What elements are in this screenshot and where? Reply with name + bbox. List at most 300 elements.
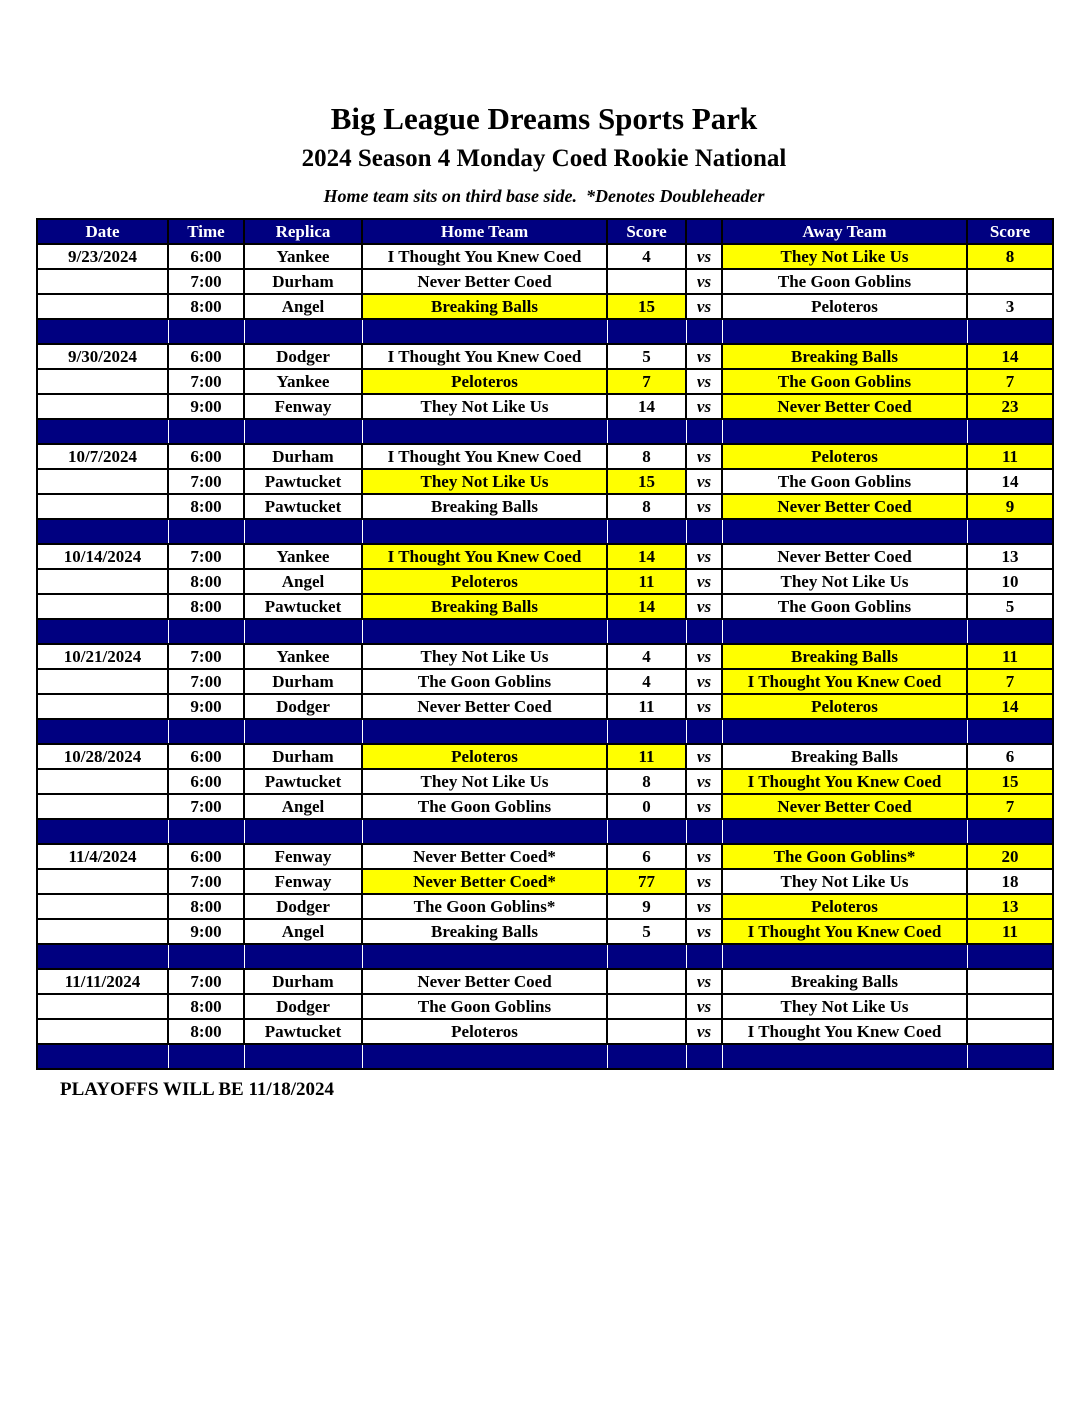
time-cell: 8:00 — [168, 494, 244, 519]
replica-cell: Durham — [244, 744, 362, 769]
time-cell: 9:00 — [168, 694, 244, 719]
home-team-cell: Breaking Balls — [362, 494, 607, 519]
date-cell — [37, 569, 168, 594]
away-score-cell: 20 — [967, 844, 1053, 869]
game-row — [37, 969, 1053, 994]
home-score-cell — [607, 969, 686, 994]
separator-cell — [686, 719, 722, 744]
home-score-cell: 11 — [607, 569, 686, 594]
separator-cell — [722, 519, 967, 544]
vs-cell: vs — [686, 744, 722, 769]
separator-cell — [244, 419, 362, 444]
separator-cell — [37, 619, 168, 644]
home-score-cell: 8 — [607, 494, 686, 519]
time-cell: 8:00 — [168, 1019, 244, 1044]
separator-cell — [37, 519, 168, 544]
date-cell — [37, 919, 168, 944]
separator-cell — [37, 319, 168, 344]
time-cell: 6:00 — [168, 844, 244, 869]
away-score-cell: 11 — [967, 444, 1053, 469]
away-team-cell: I Thought You Knew Coed — [722, 919, 967, 944]
away-team-cell: Peloteros — [722, 694, 967, 719]
game-row — [37, 344, 1053, 369]
vs-cell: vs — [686, 869, 722, 894]
home-score-cell: 14 — [607, 544, 686, 569]
separator-cell — [607, 819, 686, 844]
away-score-cell: 3 — [967, 294, 1053, 319]
home-team-cell: Breaking Balls — [362, 919, 607, 944]
home-score-cell: 15 — [607, 294, 686, 319]
time-cell: 7:00 — [168, 544, 244, 569]
away-score-cell: 6 — [967, 744, 1053, 769]
week-separator-row — [37, 944, 1053, 969]
home-team-cell: Never Better Coed — [362, 694, 607, 719]
date-cell: 9/30/2024 — [37, 344, 168, 369]
separator-cell — [362, 1044, 607, 1069]
vs-cell: vs — [686, 269, 722, 294]
away-score-cell — [967, 269, 1053, 294]
schedule-body — [37, 244, 1053, 1069]
vs-cell: vs — [686, 444, 722, 469]
separator-cell — [362, 819, 607, 844]
replica-cell: Yankee — [244, 244, 362, 269]
away-score-cell: 23 — [967, 394, 1053, 419]
time-cell: 7:00 — [168, 269, 244, 294]
home-score-cell: 14 — [607, 394, 686, 419]
replica-cell: Pawtucket — [244, 769, 362, 794]
separator-cell — [607, 519, 686, 544]
replica-cell: Fenway — [244, 394, 362, 419]
away-team-cell: Breaking Balls — [722, 744, 967, 769]
vs-cell: vs — [686, 894, 722, 919]
date-cell: 10/14/2024 — [37, 544, 168, 569]
separator-cell — [607, 944, 686, 969]
time-cell: 8:00 — [168, 894, 244, 919]
separator-cell — [607, 719, 686, 744]
away-team-cell: Never Better Coed — [722, 544, 967, 569]
game-row — [37, 444, 1053, 469]
game-row — [37, 794, 1053, 819]
home-team-cell: Never Better Coed — [362, 269, 607, 294]
away-score-cell: 18 — [967, 869, 1053, 894]
home-score-cell — [607, 269, 686, 294]
vs-cell: vs — [686, 294, 722, 319]
away-team-cell: They Not Like Us — [722, 569, 967, 594]
vs-cell: vs — [686, 344, 722, 369]
away-score-cell: 7 — [967, 669, 1053, 694]
separator-cell — [967, 1044, 1053, 1069]
separator-cell — [722, 819, 967, 844]
date-cell — [37, 994, 168, 1019]
separator-cell — [967, 819, 1053, 844]
game-row — [37, 669, 1053, 694]
home-team-cell: Peloteros — [362, 744, 607, 769]
game-row — [37, 744, 1053, 769]
separator-cell — [362, 519, 607, 544]
date-cell — [37, 769, 168, 794]
away-score-cell: 9 — [967, 494, 1053, 519]
home-score-column-header: Score — [607, 219, 686, 244]
game-row — [37, 994, 1053, 1019]
away-team-cell: Peloteros — [722, 294, 967, 319]
replica-cell: Dodger — [244, 894, 362, 919]
replica-cell: Dodger — [244, 344, 362, 369]
date-column-header: Date — [37, 219, 168, 244]
away-team-column-header: Away Team — [722, 219, 967, 244]
home-score-cell: 8 — [607, 444, 686, 469]
time-cell: 7:00 — [168, 469, 244, 494]
date-cell: 11/4/2024 — [37, 844, 168, 869]
game-row — [37, 919, 1053, 944]
game-row — [37, 369, 1053, 394]
replica-cell: Durham — [244, 269, 362, 294]
replica-cell: Pawtucket — [244, 594, 362, 619]
vs-cell: vs — [686, 644, 722, 669]
separator-cell — [722, 944, 967, 969]
home-score-cell: 6 — [607, 844, 686, 869]
date-cell — [37, 669, 168, 694]
vs-cell: vs — [686, 1019, 722, 1044]
replica-cell: Angel — [244, 794, 362, 819]
game-row — [37, 844, 1053, 869]
week-separator-row — [37, 319, 1053, 344]
separator-cell — [967, 419, 1053, 444]
vs-cell: vs — [686, 919, 722, 944]
date-cell — [37, 369, 168, 394]
replica-cell: Fenway — [244, 869, 362, 894]
home-score-cell: 5 — [607, 344, 686, 369]
away-team-cell: The Goon Goblins* — [722, 844, 967, 869]
separator-cell — [37, 1044, 168, 1069]
replica-cell: Dodger — [244, 994, 362, 1019]
vs-cell: vs — [686, 244, 722, 269]
away-score-cell — [967, 1019, 1053, 1044]
away-team-cell: I Thought You Knew Coed — [722, 669, 967, 694]
week-separator-row — [37, 719, 1053, 744]
time-cell: 7:00 — [168, 869, 244, 894]
date-cell: 10/7/2024 — [37, 444, 168, 469]
playoffs-note: PLAYOFFS WILL BE 11/18/2024 — [60, 1079, 334, 1100]
vs-cell: vs — [686, 794, 722, 819]
separator-cell — [607, 619, 686, 644]
away-score-cell: 11 — [967, 644, 1053, 669]
separator-cell — [686, 419, 722, 444]
game-row — [37, 594, 1053, 619]
replica-cell: Pawtucket — [244, 494, 362, 519]
separator-cell — [967, 944, 1053, 969]
separator-cell — [168, 619, 244, 644]
replica-cell: Yankee — [244, 369, 362, 394]
separator-cell — [244, 1044, 362, 1069]
game-row — [37, 869, 1053, 894]
replica-cell: Fenway — [244, 844, 362, 869]
season-subtitle: 2024 Season 4 Monday Coed Rookie National — [301, 145, 787, 172]
week-separator-row — [37, 419, 1053, 444]
separator-cell — [722, 619, 967, 644]
separator-cell — [722, 419, 967, 444]
away-team-cell: They Not Like Us — [722, 994, 967, 1019]
home-score-cell: 15 — [607, 469, 686, 494]
schedule-table — [36, 218, 1054, 1070]
separator-cell — [686, 619, 722, 644]
home-team-cell: I Thought You Knew Coed — [362, 344, 607, 369]
separator-cell — [967, 619, 1053, 644]
home-team-cell: The Goon Goblins — [362, 669, 607, 694]
replica-cell: Durham — [244, 969, 362, 994]
away-score-cell: 13 — [967, 894, 1053, 919]
replica-cell: Pawtucket — [244, 469, 362, 494]
away-score-cell: 13 — [967, 544, 1053, 569]
away-score-cell: 14 — [967, 344, 1053, 369]
vs-cell: vs — [686, 694, 722, 719]
time-cell: 8:00 — [168, 294, 244, 319]
separator-cell — [168, 319, 244, 344]
separator-cell — [607, 319, 686, 344]
separator-cell — [168, 719, 244, 744]
vs-cell: vs — [686, 494, 722, 519]
separator-cell — [37, 944, 168, 969]
separator-cell — [362, 419, 607, 444]
time-cell: 6:00 — [168, 769, 244, 794]
replica-cell: Yankee — [244, 544, 362, 569]
replica-cell: Pawtucket — [244, 1019, 362, 1044]
home-team-cell: They Not Like Us — [362, 469, 607, 494]
away-team-cell: Peloteros — [722, 894, 967, 919]
game-row — [37, 694, 1053, 719]
week-separator-row — [37, 819, 1053, 844]
date-cell — [37, 594, 168, 619]
separator-cell — [722, 319, 967, 344]
separator-cell — [686, 1044, 722, 1069]
replica-cell: Durham — [244, 669, 362, 694]
away-team-cell: Never Better Coed — [722, 494, 967, 519]
away-score-cell — [967, 969, 1053, 994]
replica-column-header: Replica — [244, 219, 362, 244]
week-separator-row — [37, 519, 1053, 544]
home-team-cell: They Not Like Us — [362, 394, 607, 419]
home-score-cell: 77 — [607, 869, 686, 894]
away-team-cell: I Thought You Knew Coed — [722, 1019, 967, 1044]
away-team-cell: Never Better Coed — [722, 794, 967, 819]
separator-cell — [37, 819, 168, 844]
home-score-cell: 8 — [607, 769, 686, 794]
home-team-cell: Never Better Coed* — [362, 869, 607, 894]
separator-cell — [362, 719, 607, 744]
home-score-cell: 0 — [607, 794, 686, 819]
away-score-cell: 5 — [967, 594, 1053, 619]
date-cell: 11/11/2024 — [37, 969, 168, 994]
separator-cell — [168, 519, 244, 544]
home-score-cell: 11 — [607, 744, 686, 769]
date-cell — [37, 1019, 168, 1044]
vs-column-header — [686, 219, 722, 244]
separator-cell — [244, 944, 362, 969]
away-score-cell: 8 — [967, 244, 1053, 269]
separator-cell — [37, 419, 168, 444]
home-team-column-header: Home Team — [362, 219, 607, 244]
date-cell: 10/21/2024 — [37, 644, 168, 669]
vs-cell: vs — [686, 769, 722, 794]
separator-cell — [244, 819, 362, 844]
home-score-cell: 4 — [607, 644, 686, 669]
home-team-cell: I Thought You Knew Coed — [362, 544, 607, 569]
home-score-cell: 14 — [607, 594, 686, 619]
game-row — [37, 244, 1053, 269]
date-cell — [37, 869, 168, 894]
vs-cell: vs — [686, 994, 722, 1019]
vs-cell: vs — [686, 544, 722, 569]
away-score-cell: 15 — [967, 769, 1053, 794]
game-row — [37, 494, 1053, 519]
separator-cell — [967, 519, 1053, 544]
game-row — [37, 1019, 1053, 1044]
separator-cell — [168, 819, 244, 844]
home-score-cell — [607, 1019, 686, 1044]
week-separator-row — [37, 1044, 1053, 1069]
home-team-cell: Peloteros — [362, 1019, 607, 1044]
vs-cell: vs — [686, 469, 722, 494]
away-team-cell: They Not Like Us — [722, 869, 967, 894]
replica-cell: Yankee — [244, 644, 362, 669]
separator-cell — [722, 1044, 967, 1069]
away-team-cell: The Goon Goblins — [722, 594, 967, 619]
separator-cell — [607, 419, 686, 444]
separator-cell — [168, 1044, 244, 1069]
away-team-cell: Peloteros — [722, 444, 967, 469]
separator-cell — [686, 944, 722, 969]
separator-cell — [722, 719, 967, 744]
away-team-cell: The Goon Goblins — [722, 469, 967, 494]
home-score-cell — [607, 994, 686, 1019]
replica-cell: Durham — [244, 444, 362, 469]
away-team-cell: Never Better Coed — [722, 394, 967, 419]
away-team-cell: They Not Like Us — [722, 244, 967, 269]
date-cell — [37, 294, 168, 319]
time-cell: 6:00 — [168, 244, 244, 269]
home-team-cell: They Not Like Us — [362, 644, 607, 669]
date-cell — [37, 394, 168, 419]
vs-cell: vs — [686, 594, 722, 619]
time-column-header: Time — [168, 219, 244, 244]
date-cell — [37, 269, 168, 294]
game-row — [37, 294, 1053, 319]
home-team-cell: Peloteros — [362, 569, 607, 594]
time-cell: 6:00 — [168, 744, 244, 769]
date-cell — [37, 469, 168, 494]
home-team-cell: Breaking Balls — [362, 594, 607, 619]
home-team-cell: Peloteros — [362, 369, 607, 394]
separator-cell — [244, 519, 362, 544]
separator-cell — [686, 819, 722, 844]
home-team-cell: They Not Like Us — [362, 769, 607, 794]
separator-cell — [686, 319, 722, 344]
home-score-cell: 4 — [607, 669, 686, 694]
replica-cell: Angel — [244, 919, 362, 944]
date-cell: 10/28/2024 — [37, 744, 168, 769]
separator-cell — [244, 619, 362, 644]
date-cell: 9/23/2024 — [37, 244, 168, 269]
game-row — [37, 644, 1053, 669]
vs-cell: vs — [686, 569, 722, 594]
replica-cell: Dodger — [244, 694, 362, 719]
home-score-cell: 9 — [607, 894, 686, 919]
away-score-cell: 10 — [967, 569, 1053, 594]
time-cell: 7:00 — [168, 644, 244, 669]
home-score-cell: 11 — [607, 694, 686, 719]
home-team-cell: I Thought You Knew Coed — [362, 444, 607, 469]
game-row — [37, 769, 1053, 794]
away-score-cell: 14 — [967, 469, 1053, 494]
separator-cell — [37, 719, 168, 744]
home-team-cell: The Goon Goblins — [362, 994, 607, 1019]
home-team-cell: The Goon Goblins — [362, 794, 607, 819]
vs-cell: vs — [686, 669, 722, 694]
home-team-cell: Never Better Coed* — [362, 844, 607, 869]
away-team-cell: I Thought You Knew Coed — [722, 769, 967, 794]
home-team-cell: The Goon Goblins* — [362, 894, 607, 919]
vs-cell: vs — [686, 369, 722, 394]
away-team-cell: The Goon Goblins — [722, 269, 967, 294]
home-score-cell: 4 — [607, 244, 686, 269]
game-row — [37, 569, 1053, 594]
time-cell: 8:00 — [168, 594, 244, 619]
vs-cell: vs — [686, 844, 722, 869]
away-score-cell: 14 — [967, 694, 1053, 719]
home-team-cell: Breaking Balls — [362, 294, 607, 319]
time-cell: 8:00 — [168, 569, 244, 594]
game-row — [37, 544, 1053, 569]
separator-cell — [362, 619, 607, 644]
game-row — [37, 269, 1053, 294]
time-cell: 9:00 — [168, 919, 244, 944]
away-team-cell: Breaking Balls — [722, 969, 967, 994]
away-team-cell: Breaking Balls — [722, 644, 967, 669]
time-cell: 6:00 — [168, 344, 244, 369]
separator-cell — [967, 319, 1053, 344]
separator-cell — [168, 419, 244, 444]
separator-cell — [244, 719, 362, 744]
game-row — [37, 894, 1053, 919]
home-team-cell: Never Better Coed — [362, 969, 607, 994]
away-score-cell: 7 — [967, 369, 1053, 394]
separator-cell — [168, 944, 244, 969]
away-score-cell — [967, 994, 1053, 1019]
separator-cell — [362, 319, 607, 344]
separator-cell — [686, 519, 722, 544]
date-cell — [37, 494, 168, 519]
time-cell: 7:00 — [168, 969, 244, 994]
date-cell — [37, 694, 168, 719]
separator-cell — [362, 944, 607, 969]
page-title: Big League Dreams Sports Park — [330, 101, 758, 136]
game-row — [37, 469, 1053, 494]
time-cell: 7:00 — [168, 369, 244, 394]
away-score-column-header: Score — [967, 219, 1053, 244]
away-score-cell: 7 — [967, 794, 1053, 819]
away-team-cell: The Goon Goblins — [722, 369, 967, 394]
separator-cell — [244, 319, 362, 344]
game-row — [37, 394, 1053, 419]
home-score-cell: 5 — [607, 919, 686, 944]
separator-cell — [967, 719, 1053, 744]
home-score-cell: 7 — [607, 369, 686, 394]
time-cell: 6:00 — [168, 444, 244, 469]
vs-cell: vs — [686, 969, 722, 994]
replica-cell: Angel — [244, 294, 362, 319]
separator-cell — [607, 1044, 686, 1069]
header-row — [37, 219, 1053, 244]
date-cell — [37, 894, 168, 919]
